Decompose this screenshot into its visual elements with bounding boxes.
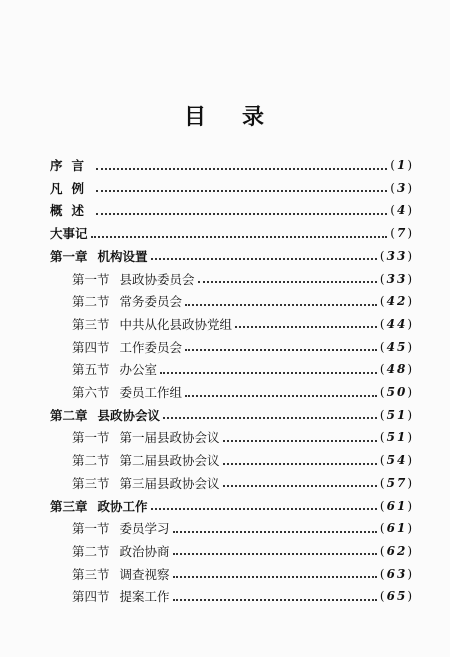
dot-leader — [91, 235, 388, 238]
dot-leader — [223, 439, 377, 442]
toc-entry-title: 委员工作组 — [119, 385, 183, 400]
toc-page-number: (57) — [379, 475, 414, 490]
toc-entry-number: 序言 — [50, 158, 94, 173]
toc-entry-number: 第四节 — [72, 339, 110, 355]
toc-entry-number: 第四节 — [72, 589, 110, 605]
dot-leader — [173, 598, 377, 601]
page-number-value: 62 — [386, 543, 408, 558]
toc-entry-title: 第一届县政协会议 — [119, 430, 220, 446]
toc-page-number: (63) — [379, 566, 414, 581]
toc-entry-title: 工作委员会 — [119, 339, 183, 355]
toc-page-number: (65) — [379, 589, 414, 604]
page-number-value: 61 — [386, 521, 408, 536]
toc-entry-number: 第三节 — [72, 566, 110, 582]
toc-entry[interactable] — [72, 517, 414, 539]
toc-page-number: (4) — [390, 203, 414, 218]
toc-entry[interactable] — [50, 404, 414, 426]
toc-entry-title: 办公室 — [119, 362, 158, 378]
title-char: 目 — [183, 104, 208, 130]
dot-leader — [223, 462, 377, 465]
toc-entry[interactable] — [50, 222, 414, 244]
toc-page-number: (48) — [379, 362, 414, 377]
dot-leader — [185, 394, 377, 397]
toc-page-number: (51) — [379, 430, 414, 445]
toc-entry-number: 第一节 — [72, 430, 110, 446]
page-number-value: 4 — [396, 203, 408, 218]
toc-page-number: (62) — [379, 543, 414, 558]
toc-entry-label — [72, 383, 182, 401]
toc-entry-label — [50, 156, 93, 174]
page-number-value: 50 — [386, 385, 408, 399]
page-number-value: 33 — [386, 248, 408, 263]
title-char: 录 — [242, 104, 267, 130]
toc-entry-number: 凡例 — [50, 180, 94, 196]
toc-entry-title: 提案工作 — [119, 589, 170, 605]
page-number-value: 51 — [386, 430, 408, 445]
toc-entry[interactable] — [50, 495, 414, 517]
toc-page-number: (51) — [379, 407, 414, 422]
toc-entry-title: 县政协委员会 — [119, 271, 195, 287]
toc-page-number: (44) — [379, 316, 414, 331]
toc-entry[interactable] — [72, 449, 414, 471]
toc-entry-number: 第二章 — [50, 407, 88, 423]
toc-page-number: (1) — [390, 158, 414, 172]
toc-entry-number: 第六节 — [72, 385, 110, 400]
toc-page-number: (7) — [390, 226, 414, 241]
toc-entry-title: 常务委员会 — [119, 294, 183, 310]
toc-entry-number: 第三节 — [72, 316, 110, 332]
toc-entry-label — [72, 315, 232, 333]
dot-leader — [160, 371, 377, 374]
dot-leader — [151, 507, 377, 510]
toc-entry[interactable] — [72, 313, 414, 335]
toc-entry-label — [50, 224, 88, 242]
dot-leader — [173, 530, 377, 533]
toc-page-number: (3) — [390, 180, 414, 195]
toc-entry-number: 概述 — [50, 203, 94, 219]
page-number-value: 54 — [386, 453, 408, 468]
page-number-value: 3 — [396, 180, 408, 195]
toc-entry-number: 第一节 — [72, 271, 110, 287]
toc-entry[interactable] — [72, 426, 414, 448]
toc-entry-number: 大事记 — [50, 226, 88, 242]
toc-page-number: (61) — [379, 498, 414, 513]
toc-entry[interactable] — [72, 336, 414, 358]
dot-leader — [173, 552, 377, 555]
toc-entry-label — [72, 542, 170, 560]
page-number-value: 7 — [396, 226, 408, 241]
toc-entry[interactable] — [50, 154, 414, 176]
toc-entry-label — [72, 519, 170, 537]
toc-entry[interactable] — [50, 245, 414, 267]
toc-entry-label — [50, 201, 93, 219]
toc-entry-label — [72, 428, 220, 446]
toc-entry-label — [50, 497, 148, 515]
dot-leader — [151, 257, 377, 260]
toc-entry[interactable] — [50, 177, 414, 199]
toc-entry-title: 第三届县政协会议 — [119, 475, 220, 491]
toc-entry-title: 第二届县政协会议 — [119, 453, 220, 469]
toc-entry[interactable] — [72, 290, 414, 312]
toc-entry-number: 第三节 — [72, 475, 110, 491]
toc-page-number: (33) — [379, 248, 414, 263]
toc-entry-title: 县政协会议 — [97, 407, 161, 423]
page-number-value: 48 — [386, 362, 408, 377]
page-number-value: 51 — [386, 407, 408, 422]
toc-entry-label — [72, 565, 170, 583]
toc-entry[interactable] — [72, 358, 414, 380]
page-number-value: 63 — [386, 566, 408, 581]
page-number-value: 42 — [386, 294, 408, 309]
dot-leader — [96, 167, 387, 170]
toc-page-number: (42) — [379, 294, 414, 309]
page-number-value: 45 — [386, 339, 408, 354]
toc-entry-label — [72, 292, 182, 310]
toc-entry-number: 第一节 — [72, 521, 110, 537]
toc-page-number: (54) — [379, 453, 414, 468]
dot-leader — [173, 575, 377, 578]
dot-leader — [96, 189, 387, 192]
toc-entry[interactable] — [72, 540, 414, 562]
toc-entry[interactable] — [72, 268, 414, 290]
toc-entry-title: 中共从化县政协党组 — [119, 316, 233, 332]
toc-entry[interactable] — [72, 563, 414, 585]
dot-leader — [198, 280, 377, 283]
toc-entry[interactable] — [72, 472, 414, 494]
toc-entry-number: 第二节 — [72, 543, 110, 559]
toc-entry[interactable] — [50, 199, 414, 221]
toc-entry-number: 第二节 — [72, 294, 110, 310]
toc-entry[interactable] — [72, 585, 414, 607]
toc-entry-title: 调查视察 — [119, 566, 170, 582]
toc-page-number: (33) — [379, 271, 414, 286]
toc-entry-label — [72, 587, 170, 605]
page-title — [0, 100, 450, 131]
toc-entry-label — [50, 247, 148, 265]
toc-page-number: (45) — [379, 339, 414, 354]
page-number-value: 44 — [386, 316, 408, 331]
toc-page-number: (61) — [379, 521, 414, 536]
toc-entry-label — [72, 270, 195, 288]
page-number-value: 33 — [386, 271, 408, 286]
toc-entry-number: 第五节 — [72, 362, 110, 378]
dot-leader — [96, 212, 387, 215]
toc-entry-label — [50, 406, 160, 424]
toc-entry-label — [72, 338, 182, 356]
toc-entry-title: 机构设置 — [97, 248, 148, 264]
dot-leader — [223, 484, 377, 487]
toc-entry-label — [72, 451, 220, 469]
dot-leader — [163, 416, 377, 419]
page-number-value: 57 — [386, 475, 408, 490]
toc-entry-title: 政协工作 — [97, 498, 148, 514]
toc-entry-title: 委员学习 — [119, 521, 170, 537]
page-number-value: 1 — [396, 158, 408, 172]
dot-leader — [185, 303, 377, 306]
page-number-value: 65 — [386, 589, 408, 604]
toc-entry-number: 第二节 — [72, 453, 110, 469]
toc-entry-label — [72, 360, 157, 378]
page-number-value: 61 — [386, 498, 408, 513]
dot-leader — [235, 325, 377, 328]
toc-entry-label — [72, 474, 220, 492]
toc-entry[interactable] — [72, 381, 414, 403]
toc-entry-title: 政治协商 — [119, 543, 170, 559]
toc-entry-number: 第三章 — [50, 498, 88, 514]
dot-leader — [185, 348, 377, 351]
toc-page-number: (50) — [379, 385, 414, 399]
toc-entry-number: 第一章 — [50, 248, 88, 264]
toc-entry-label — [50, 179, 93, 197]
